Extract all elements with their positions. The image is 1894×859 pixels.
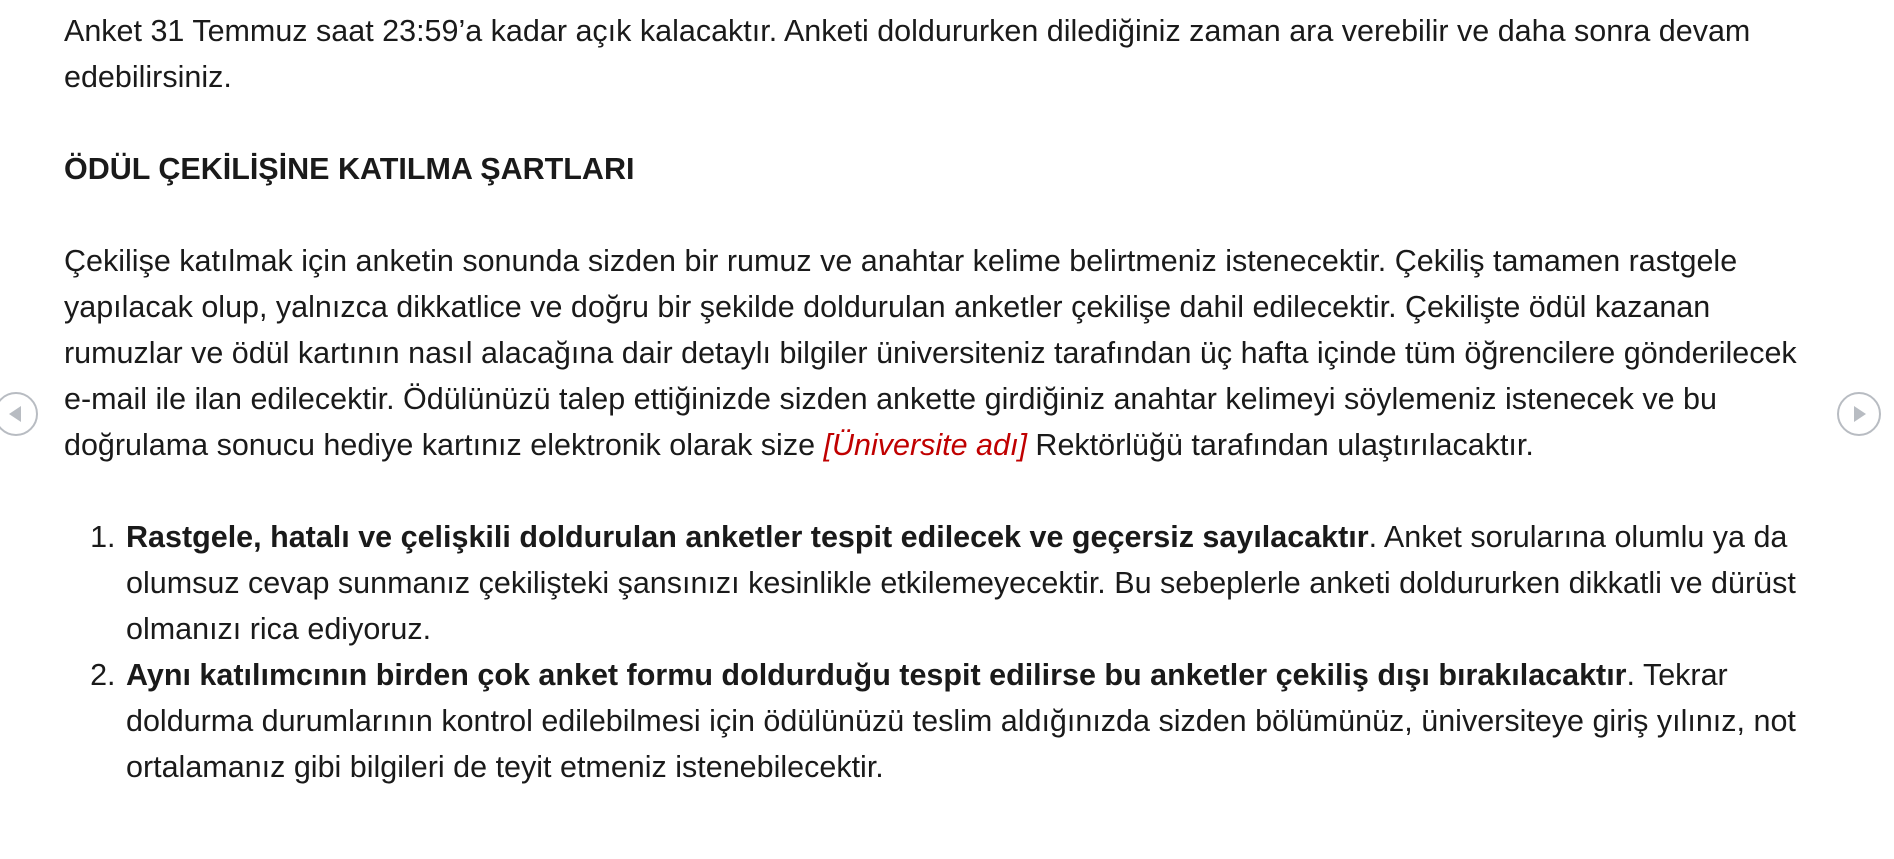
section-heading: ÖDÜL ÇEKİLİŞİNE KATILMA ŞARTLARI [64, 152, 635, 186]
university-placeholder: [Üniversite adı] [823, 428, 1027, 462]
triangle-right-icon [1839, 394, 1879, 434]
rule-item [124, 652, 1824, 790]
rule-item [124, 514, 1824, 652]
rule-text: . Anket sorularına olumlu ya da olumsuz cevap sunmanız çekilişteki şansınızı kesinlikle etkilemeyecektir. Bu sebeplerle anketi doldururken dikkatli ve dürüst olmanızı rica ediyoruz. [126, 520, 1796, 646]
rule-bold-text: Aynı katılımcının birden çok anket formu doldurduğu tespit edilirse bu anketler çekiliş dışı bırakılacaktır [126, 658, 1627, 692]
document-content [64, 8, 1824, 790]
intro-paragraph: Anket 31 Temmuz saat 23:59’a kadar açık kalacaktır. Anketi doldururken dilediğiniz zaman ara verebilir ve daha sonra devam edebilirsiniz. [64, 14, 1751, 94]
rule-bold-text: Rastgele, hatalı ve çelişkili doldurulan anketler tespit edilecek ve geçersiz sayılacaktır [126, 520, 1369, 554]
rules-list [64, 514, 1824, 790]
triangle-left-icon [0, 394, 36, 434]
body-text-end: Rektörlüğü tarafından ulaştırılacaktır. [1026, 428, 1534, 462]
next-page-button[interactable] [1837, 392, 1881, 436]
body-paragraph [64, 238, 1824, 468]
prev-page-button[interactable] [0, 392, 38, 436]
rule-text: . Tekrar doldurma durumlarının kontrol edilebilmesi için ödülünüzü teslim aldığınızda sizden bölümünüz, üniversiteye giriş yılınız, not ortalamanız gibi bilgileri de teyit etmeniz istenebilecektir. [126, 658, 1796, 784]
body-text-start: Çekilişe katılmak için anketin sonunda sizden bir rumuz ve anahtar kelime belirtmeniz istenecektir. Çekiliş tamamen rastgele yapılacak olup, yalnızca dikkatlice ve doğru bir şekilde doldurulan anketler çekilişe dahil edilecektir. Çekilişte ödül kazanan rumuzlar ve ödül kartının nasıl alacağına dair detaylı bilgiler üniversiteniz tarafından üç hafta içinde tüm öğrencilere gönderilecek e-mail ile ilan edilecektir. Ödülünüzü talep ettiğinizde sizden ankette girdiğiniz anahtar kelimeyi söylemeniz istenecek ve bu doğrulama sonucu hediye kartınız elektronik olarak size [64, 244, 1797, 462]
